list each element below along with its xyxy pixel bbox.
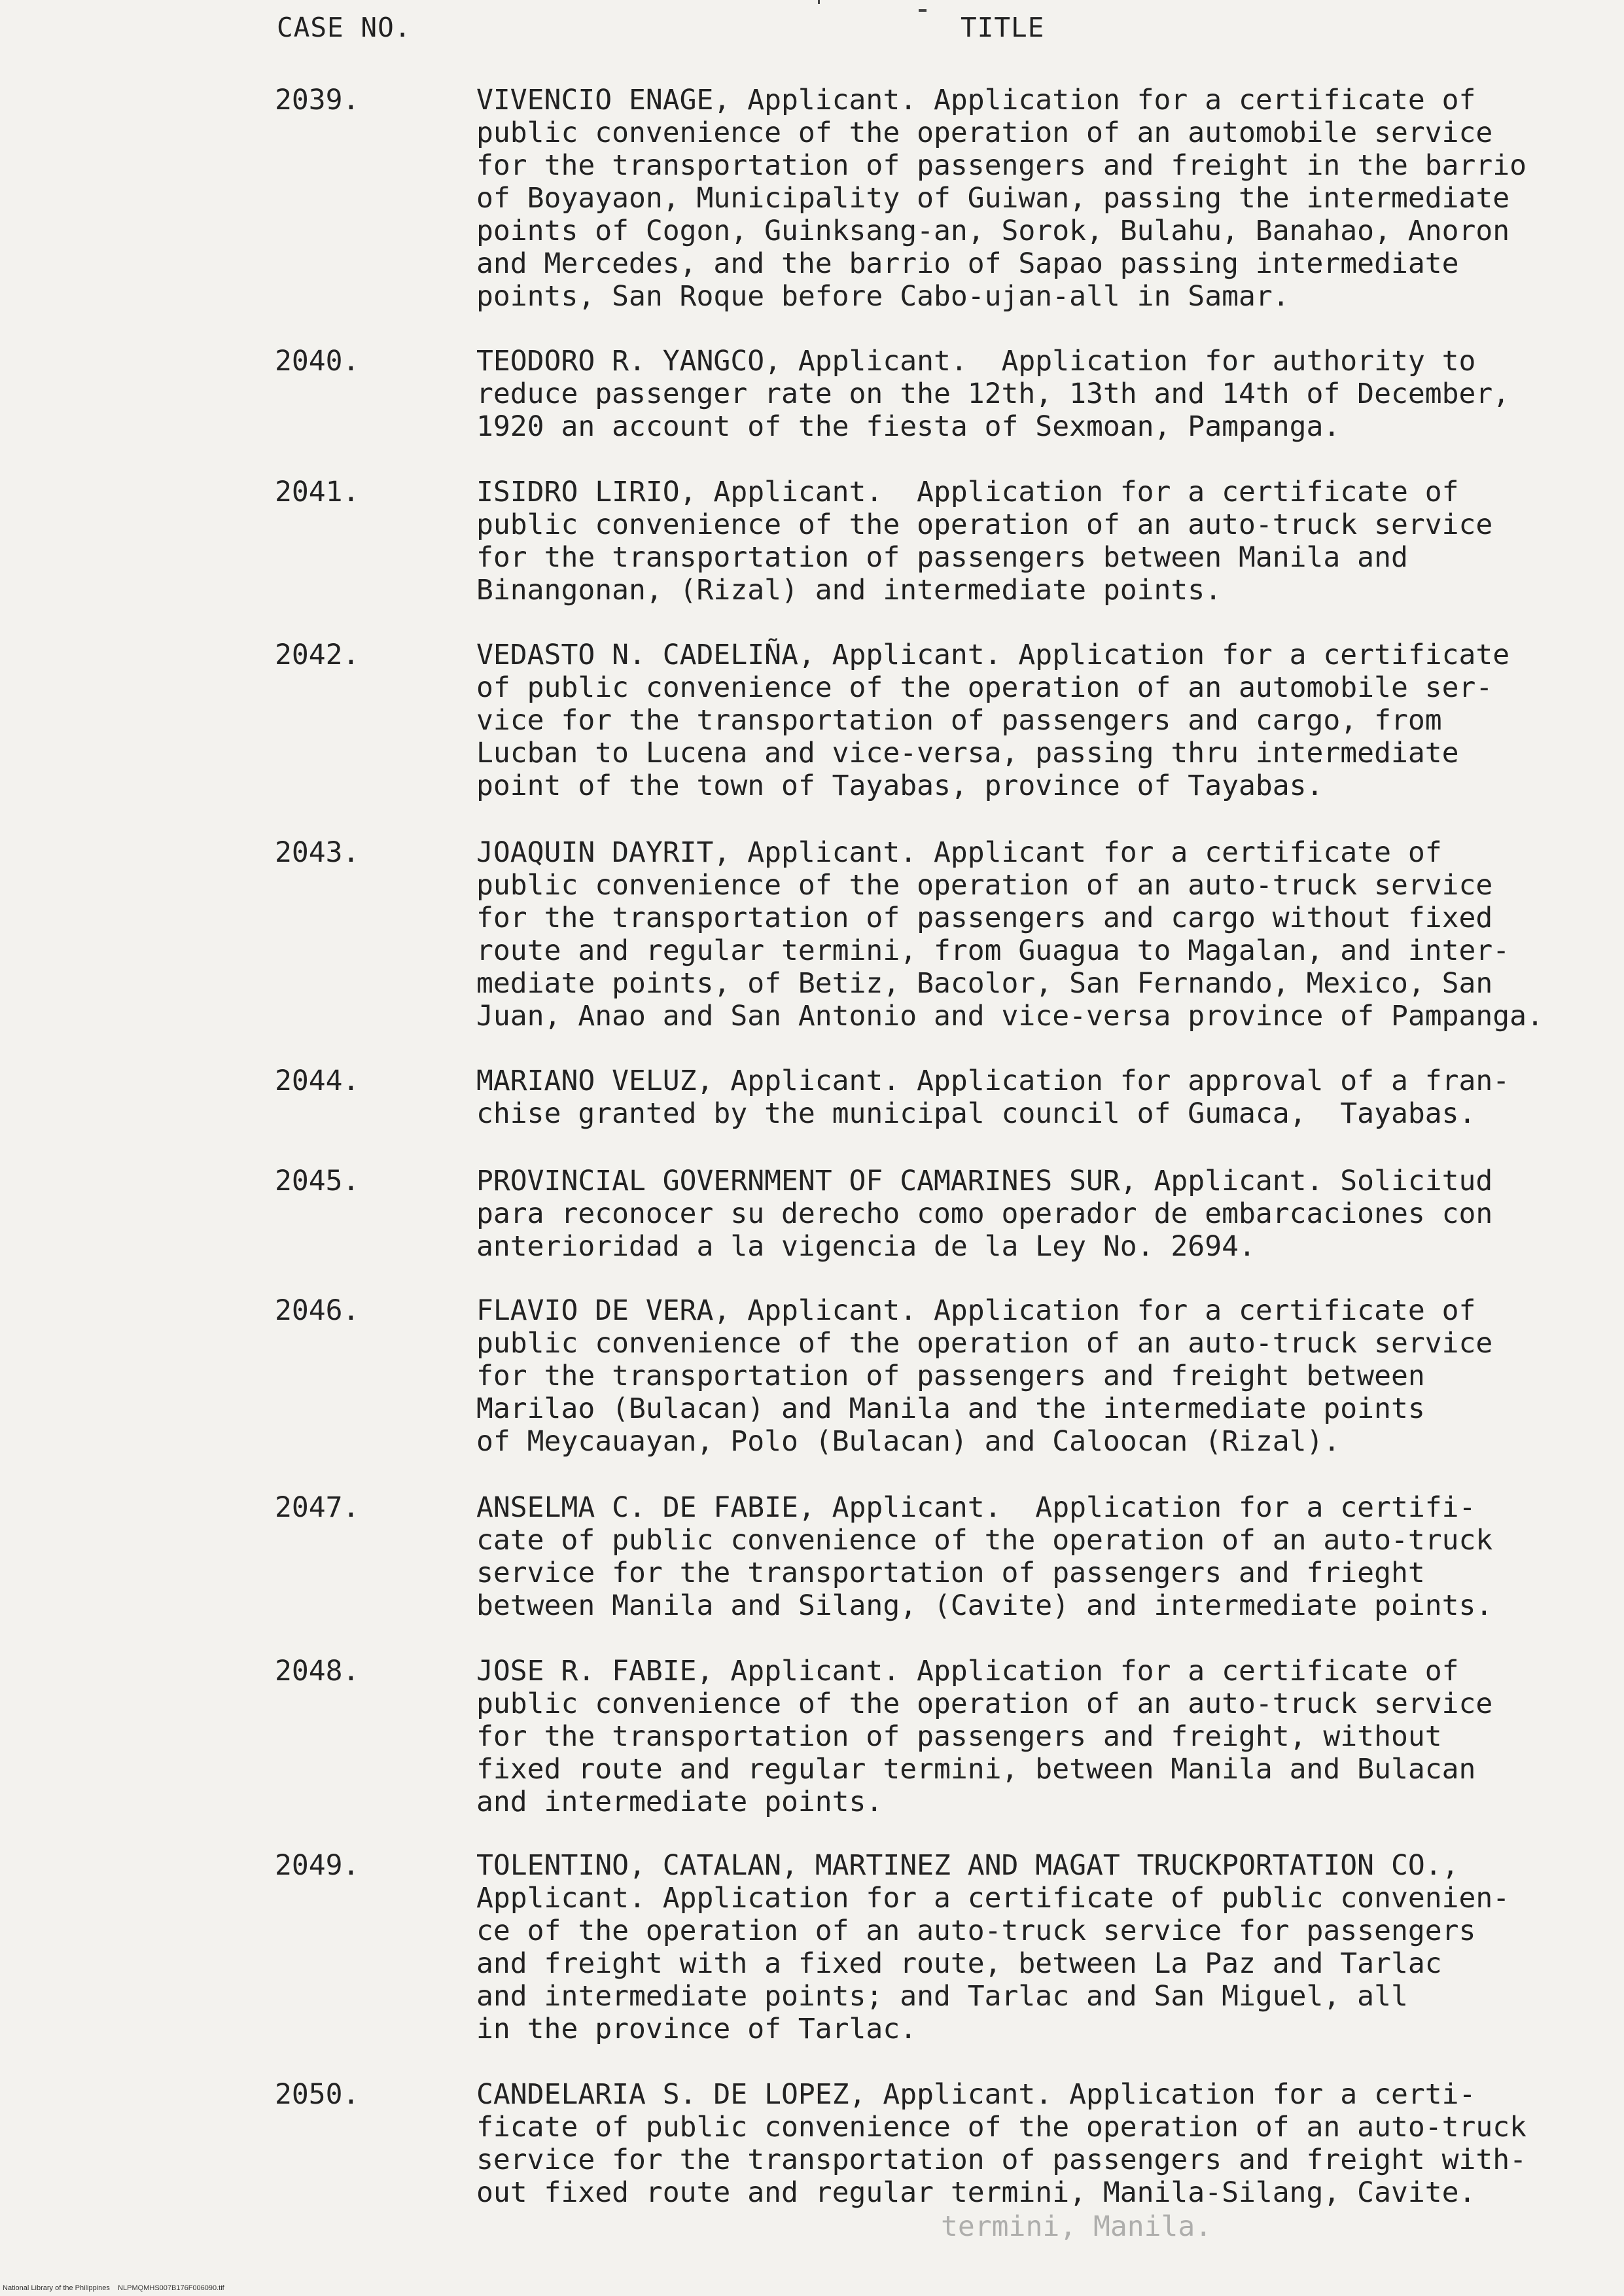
scan-footer-caption: National Library of the Philippines NLPMQMHS007B176F006090.tif — [3, 2284, 224, 2292]
case-title: JOSE R. FABIE, Applicant. Application for a certificate of public convenience of the operation of an auto-truck service for the transportation of passengers and freight, without fixed route and regular termini, between Manila and Bulacan and intermediate points. — [476, 1655, 1493, 1818]
case-number: 2044. — [275, 1065, 360, 1097]
case-number: 2040. — [275, 345, 360, 378]
case-title: JOAQUIN DAYRIT, Applicant. Applicant for a certificate of public convenience of the operation of an auto-truck service for the transportation of passengers and cargo without fixed route and regular termini, from Guagua to Magalan, and inter- mediate points, of Betiz, Bacolor, San Fernando, Mexico, San Juan, Anao and San Antonio and vice-versa province of Pampanga. — [476, 836, 1544, 1033]
title-header: TITLE — [961, 12, 1045, 43]
case-title: VEDASTO N. CADELIÑA, Applicant. Application for a certificate of public convenience of the operation of an automobile ser- vice for the transportation of passengers and cargo, from Lucban to Lucena and vice-versa, passing thru intermediate point of the town of Tayabas, province of Tayabas. — [476, 639, 1510, 802]
case-number: 2046. — [275, 1294, 360, 1327]
faded-overtype-text: termini, Manila. — [941, 2210, 1212, 2243]
case-number: 2045. — [275, 1165, 360, 1197]
ink-speck — [818, 0, 820, 4]
case-no-header: CASE NO. — [277, 12, 412, 43]
case-number: 2048. — [275, 1655, 360, 1687]
case-number: 2041. — [275, 476, 360, 508]
case-title: MARIANO VELUZ, Applicant. Application for approval of a fran- chise granted by the municipal council of Gumaca, Tayabas. — [476, 1065, 1510, 1130]
case-number: 2039. — [275, 84, 360, 116]
case-number: 2042. — [275, 639, 360, 671]
case-number: 2049. — [275, 1849, 360, 1882]
case-number: 2050. — [275, 2078, 360, 2111]
case-title: CANDELARIA S. DE LOPEZ, Applicant. Application for a certi- ficate of public convenience of the operation of an auto-truck service for the transportation of passengers and freight with- out fixed route and regular termini, Manila-Silang, Cavite. — [476, 2078, 1527, 2209]
case-title: FLAVIO DE VERA, Applicant. Application for a certificate of public convenience of the operation of an auto-truck service for the transportation of passengers and freight between Marilao (Bulacan) and Manila and the intermediate points of Meycauayan, Polo (Bulacan) and Caloocan (Rizal). — [476, 1294, 1493, 1458]
case-number: 2047. — [275, 1491, 360, 1524]
case-number: 2043. — [275, 836, 360, 869]
case-title: TEODORO R. YANGCO, Applicant. Application for authority to reduce passenger rate on the 12th, 13th and 14th of December, 1920 an account of the fiesta of Sexmoan, Pampanga. — [476, 345, 1510, 443]
case-title: VIVENCIO ENAGE, Applicant. Application for a certificate of public convenience of the operation of an automobile service for the transportation of passengers and freight in the barrio of Boyayaon, Municipality of Guiwan, passing the intermediate points of Cogon, Guinksang-an, Sorok, Bulahu, Banahao, Anoron and Mercedes, and the barrio of Sapao passing intermediate points, San Roque before Cabo-ujan-all in Samar. — [476, 84, 1527, 313]
case-title: ANSELMA C. DE FABIE, Applicant. Application for a certifi- cate of public convenience of the operation of an auto-truck service for the transportation of passengers and frieght between Manila and Silang, (Cavite) and intermediate points. — [476, 1491, 1493, 1622]
case-title: ISIDRO LIRIO, Applicant. Application for a certificate of public convenience of the operation of an auto-truck service for the transportation of passengers between Manila and Binangonan, (Rizal) and intermediate points. — [476, 476, 1493, 607]
ink-speck — [919, 9, 927, 12]
case-title: PROVINCIAL GOVERNMENT OF CAMARINES SUR, Applicant. Solicitud para reconocer su derecho como operador de embarcaciones con anterioridad a la vigencia de la Ley No. 2694. — [476, 1165, 1493, 1263]
case-title: TOLENTINO, CATALAN, MARTINEZ AND MAGAT TRUCKPORTATION CO., Applicant. Application for a certificate of public convenien- ce of the operation of an auto-truck service for passengers and freight with a fixed route, between La Paz and Tarlac and intermediate points; and Tarlac and San Miguel, all in the province of Tarlac. — [476, 1849, 1510, 2045]
